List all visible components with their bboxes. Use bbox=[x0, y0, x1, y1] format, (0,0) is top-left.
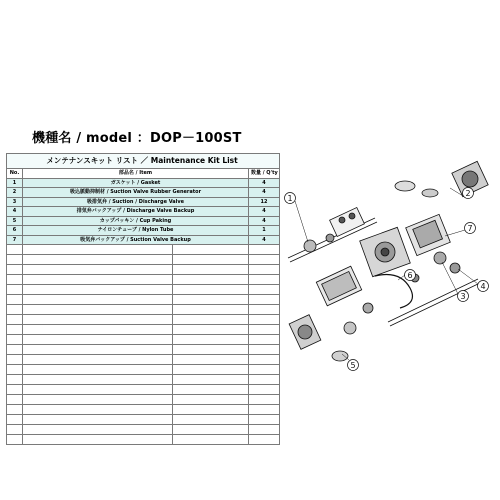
empty-row bbox=[7, 325, 280, 335]
empty-cell bbox=[173, 355, 249, 365]
empty-cell bbox=[7, 335, 23, 345]
cell-qty: 4 bbox=[249, 178, 280, 188]
empty-cell bbox=[249, 375, 280, 385]
empty-cell bbox=[7, 365, 23, 375]
empty-row bbox=[7, 315, 280, 325]
empty-cell bbox=[249, 255, 280, 265]
exploded-parts-diagram bbox=[280, 158, 496, 383]
empty-row bbox=[7, 435, 280, 445]
empty-cell bbox=[23, 345, 173, 355]
empty-cell bbox=[249, 265, 280, 275]
callout-5-label: 5 bbox=[350, 361, 356, 370]
table-row bbox=[7, 216, 280, 226]
empty-cell bbox=[173, 375, 249, 385]
cell-name: 吸排気弁 / Suction / Discharge Valve bbox=[23, 197, 249, 207]
empty-cell bbox=[249, 415, 280, 425]
empty-cell bbox=[249, 325, 280, 335]
empty-row bbox=[7, 415, 280, 425]
table-row bbox=[7, 235, 280, 245]
header-no: No. bbox=[7, 169, 23, 179]
empty-cell bbox=[23, 385, 173, 395]
cell-name: ナイロンチューブ / Nylon Tube bbox=[23, 226, 249, 236]
empty-cell bbox=[23, 435, 173, 445]
empty-row bbox=[7, 365, 280, 375]
empty-cell bbox=[173, 425, 249, 435]
empty-row bbox=[7, 395, 280, 405]
callout-3-label: 3 bbox=[460, 292, 466, 301]
empty-cell bbox=[23, 325, 173, 335]
empty-cell bbox=[173, 255, 249, 265]
empty-cell bbox=[249, 305, 280, 315]
empty-cell bbox=[173, 345, 249, 355]
empty-cell bbox=[7, 305, 23, 315]
empty-cell bbox=[249, 385, 280, 395]
cell-name: 排気弁バックアップ / Discharge Valve Backup bbox=[23, 207, 249, 217]
empty-cell bbox=[7, 275, 23, 285]
empty-cell bbox=[23, 245, 173, 255]
table-row bbox=[7, 178, 280, 188]
callout-1-label: 1 bbox=[287, 194, 293, 203]
empty-cell bbox=[23, 375, 173, 385]
empty-row bbox=[7, 275, 280, 285]
empty-cell bbox=[7, 355, 23, 365]
empty-cell bbox=[7, 425, 23, 435]
empty-cell bbox=[23, 305, 173, 315]
empty-cell bbox=[249, 275, 280, 285]
empty-cell bbox=[173, 295, 249, 305]
empty-cell bbox=[7, 375, 23, 385]
empty-row bbox=[7, 385, 280, 395]
empty-cell bbox=[7, 265, 23, 275]
empty-cell bbox=[23, 275, 173, 285]
empty-cell bbox=[249, 295, 280, 305]
table-body bbox=[7, 178, 280, 445]
empty-cell bbox=[173, 245, 249, 255]
empty-cell bbox=[23, 295, 173, 305]
cell-no: 4 bbox=[7, 207, 23, 217]
empty-cell bbox=[7, 395, 23, 405]
empty-cell bbox=[249, 285, 280, 295]
cell-qty: 1 bbox=[249, 226, 280, 236]
empty-cell bbox=[249, 425, 280, 435]
cell-qty: 4 bbox=[249, 207, 280, 217]
callout-6-label: 6 bbox=[407, 271, 413, 280]
empty-cell bbox=[23, 395, 173, 405]
empty-cell bbox=[7, 315, 23, 325]
empty-row bbox=[7, 305, 280, 315]
empty-cell bbox=[23, 335, 173, 345]
empty-row bbox=[7, 405, 280, 415]
empty-cell bbox=[173, 285, 249, 295]
empty-cell bbox=[7, 405, 23, 415]
empty-cell bbox=[173, 385, 249, 395]
empty-cell bbox=[173, 335, 249, 345]
empty-cell bbox=[7, 385, 23, 395]
empty-cell bbox=[7, 245, 23, 255]
table-row bbox=[7, 207, 280, 217]
empty-cell bbox=[7, 255, 23, 265]
empty-cell bbox=[23, 405, 173, 415]
empty-row bbox=[7, 245, 280, 255]
cell-name: カップパッキン / Cup Paking bbox=[23, 216, 249, 226]
empty-cell bbox=[7, 435, 23, 445]
empty-cell bbox=[23, 255, 173, 265]
empty-row bbox=[7, 375, 280, 385]
cell-no: 1 bbox=[7, 178, 23, 188]
empty-row bbox=[7, 335, 280, 345]
empty-cell bbox=[173, 365, 249, 375]
empty-row bbox=[7, 345, 280, 355]
empty-cell bbox=[173, 415, 249, 425]
empty-cell bbox=[249, 355, 280, 365]
empty-cell bbox=[249, 435, 280, 445]
empty-cell bbox=[7, 415, 23, 425]
model-title: 機種名 / model ：DOP－100ST bbox=[32, 131, 242, 146]
empty-cell bbox=[23, 365, 173, 375]
empty-row bbox=[7, 285, 280, 295]
empty-row bbox=[7, 265, 280, 275]
header-qty: 数量 / Q'ty bbox=[249, 169, 280, 179]
empty-cell bbox=[173, 315, 249, 325]
cell-name: 吸込脈動抑制材 / Suction Valve Rubber Generator bbox=[23, 188, 249, 198]
pump-assembly-drawing bbox=[288, 161, 488, 361]
empty-cell bbox=[249, 365, 280, 375]
callout-7-label: 7 bbox=[467, 224, 473, 233]
empty-cell bbox=[23, 285, 173, 295]
empty-row bbox=[7, 355, 280, 365]
table-row bbox=[7, 226, 280, 236]
cell-qty: 4 bbox=[249, 235, 280, 245]
cell-no: 7 bbox=[7, 235, 23, 245]
empty-row bbox=[7, 295, 280, 305]
cell-name: ガスケット / Gasket bbox=[23, 178, 249, 188]
empty-cell bbox=[173, 395, 249, 405]
cell-qty: 4 bbox=[249, 188, 280, 198]
table-row bbox=[7, 188, 280, 198]
empty-cell bbox=[7, 285, 23, 295]
empty-cell bbox=[173, 325, 249, 335]
table-row bbox=[7, 197, 280, 207]
header-item: 部品名 / Item bbox=[23, 169, 249, 179]
cell-name: 吸気弁バックアップ / Suction Valve Backup bbox=[23, 235, 249, 245]
empty-cell bbox=[23, 315, 173, 325]
empty-cell bbox=[23, 355, 173, 365]
empty-cell bbox=[23, 425, 173, 435]
cell-no: 3 bbox=[7, 197, 23, 207]
callout-2-label: 2 bbox=[465, 189, 471, 198]
table-title: メンテナンスキット リスト ／ Maintenance Kit List bbox=[7, 154, 280, 169]
empty-cell bbox=[23, 415, 173, 425]
empty-cell bbox=[7, 295, 23, 305]
empty-cell bbox=[23, 265, 173, 275]
cell-qty: 12 bbox=[249, 197, 280, 207]
cell-no: 6 bbox=[7, 226, 23, 236]
maintenance-kit-table bbox=[6, 153, 280, 445]
empty-cell bbox=[249, 315, 280, 325]
empty-cell bbox=[249, 345, 280, 355]
cell-no: 2 bbox=[7, 188, 23, 198]
empty-row bbox=[7, 425, 280, 435]
empty-cell bbox=[173, 405, 249, 415]
empty-cell bbox=[249, 335, 280, 345]
empty-cell bbox=[249, 395, 280, 405]
empty-cell bbox=[249, 405, 280, 415]
callout-4-label: 4 bbox=[480, 282, 486, 291]
empty-cell bbox=[173, 265, 249, 275]
empty-cell bbox=[7, 345, 23, 355]
empty-row bbox=[7, 255, 280, 265]
empty-cell bbox=[173, 275, 249, 285]
empty-cell bbox=[173, 435, 249, 445]
cell-no: 5 bbox=[7, 216, 23, 226]
cell-qty: 4 bbox=[249, 216, 280, 226]
empty-cell bbox=[173, 305, 249, 315]
empty-cell bbox=[7, 325, 23, 335]
empty-cell bbox=[249, 245, 280, 255]
